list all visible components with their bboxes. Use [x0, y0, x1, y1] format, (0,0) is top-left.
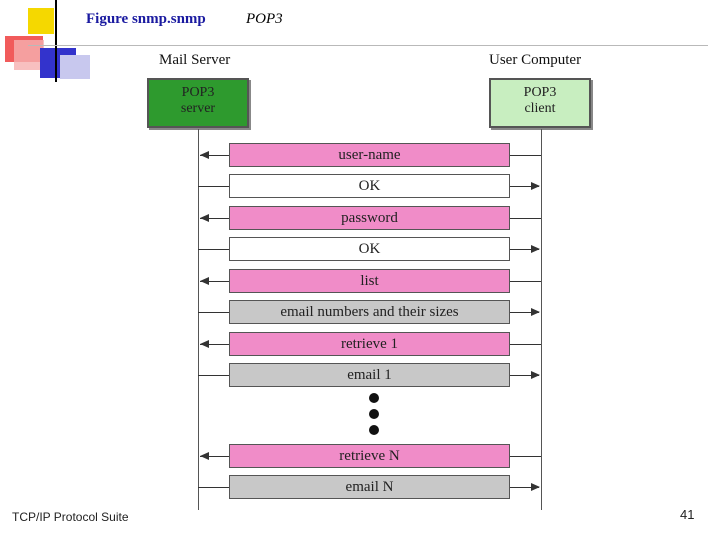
slide-title: POP3 — [246, 11, 283, 27]
message-request: list — [229, 269, 510, 293]
arrow-shaft — [510, 155, 541, 156]
message-request: password — [229, 206, 510, 230]
arrowhead-icon — [200, 214, 209, 222]
message-request: user-name — [229, 143, 510, 167]
arrow-shaft — [510, 281, 541, 282]
arrowhead-icon — [531, 182, 540, 190]
server-box-line2: server — [180, 101, 216, 116]
decor-vertical-rule — [55, 0, 57, 82]
server-box-line1: POP3 — [181, 85, 215, 100]
decor-blue-pale-square — [60, 55, 90, 79]
client-box-line1: POP3 — [523, 85, 557, 100]
arrow-shaft — [198, 487, 229, 488]
client-lifeline — [541, 129, 542, 510]
arrow-shaft — [198, 375, 229, 376]
page-number: 41 — [680, 507, 695, 522]
arrow-shaft — [198, 249, 229, 250]
arrowhead-icon — [531, 371, 540, 379]
message-request: retrieve N — [229, 444, 510, 468]
arrow-shaft — [198, 312, 229, 313]
mail-server-heading: Mail Server — [159, 52, 231, 68]
figure-label: Figure snmp.snmp — [86, 11, 206, 27]
client-box-line2: client — [524, 101, 556, 116]
continuation-dot — [369, 425, 379, 435]
arrowhead-icon — [200, 151, 209, 159]
message-response: email N — [229, 475, 510, 499]
arrow-shaft — [510, 218, 541, 219]
arrowhead-icon — [531, 245, 540, 253]
footer-course-title: TCP/IP Protocol Suite — [12, 510, 129, 524]
user-computer-heading: User Computer — [489, 52, 582, 68]
header-rule — [28, 45, 708, 46]
arrow-shaft — [510, 344, 541, 345]
pop3-server-box — [147, 78, 249, 128]
continuation-dot — [369, 409, 379, 419]
message-request: retrieve 1 — [229, 332, 510, 356]
message-response: email 1 — [229, 363, 510, 387]
message-response: OK — [229, 237, 510, 261]
arrow-shaft — [510, 456, 541, 457]
decor-yellow-square — [28, 8, 54, 34]
message-response: OK — [229, 174, 510, 198]
arrowhead-icon — [200, 340, 209, 348]
arrow-shaft — [198, 186, 229, 187]
arrowhead-icon — [200, 452, 209, 460]
continuation-dot — [369, 393, 379, 403]
arrowhead-icon — [531, 308, 540, 316]
arrowhead-icon — [200, 277, 209, 285]
pop3-client-box — [489, 78, 591, 128]
arrowhead-icon — [531, 483, 540, 491]
message-response: email numbers and their sizes — [229, 300, 510, 324]
